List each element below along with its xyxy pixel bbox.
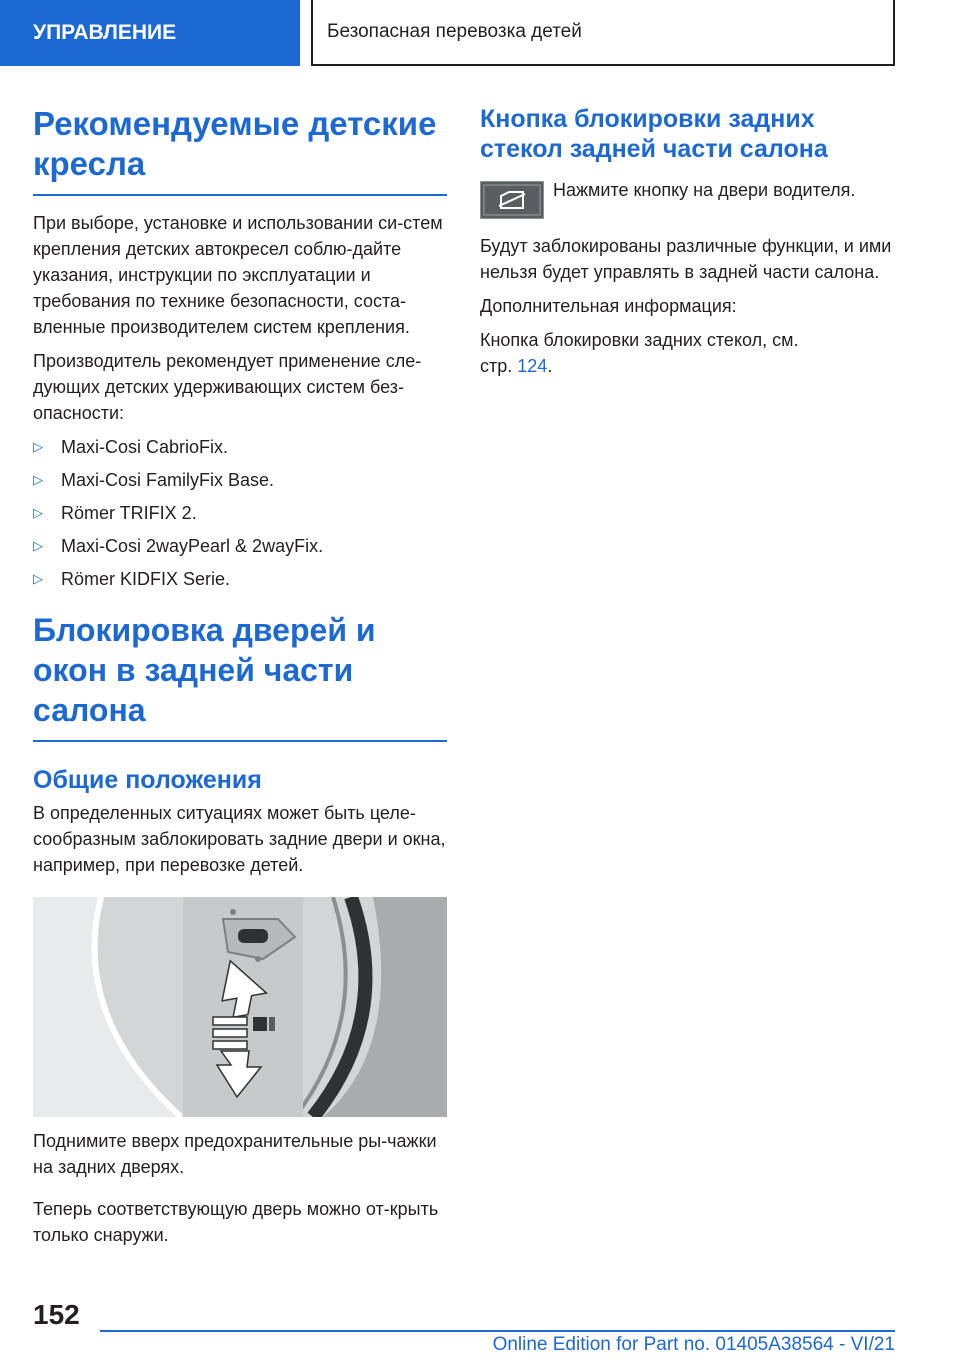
paragraph-seat-instructions: При выборе, установке и использовании си-стем крепления детских автокресел соблю-дайте указания, инструкции по эксплуатации и требования по технике безопасности, соста-вленные производителем систем крепления.: [33, 213, 443, 337]
paragraph-more-info: Дополнительная информация:: [480, 296, 737, 316]
list-item: ▷ Römer TRIFIX 2.: [33, 500, 447, 526]
paragraph-manufacturer-recommends: Производитель рекомендует применение сле-дующих детских удерживающих систем без-опасности:: [33, 351, 422, 423]
seat-list: [33, 434, 447, 592]
section-rear-lock: [33, 610, 447, 936]
triangle-right-icon: ▷: [33, 571, 43, 586]
section-child-seats: [33, 104, 447, 599]
paragraph-press-button: Нажмите кнопку на двери водителя.: [553, 180, 856, 200]
breadcrumb: [311, 0, 895, 66]
breadcrumb-label: Безопасная перевозка детей: [327, 21, 582, 42]
paragraph-open-outside: Теперь соответствующую дверь можно от-крыть только снаружи.: [33, 1199, 439, 1245]
triangle-right-icon: ▷: [33, 439, 43, 454]
triangle-right-icon: ▷: [33, 505, 43, 520]
section-tab: УПРАВЛЕНИЕ: [0, 0, 300, 66]
triangle-right-icon: ▷: [33, 538, 43, 553]
list-item: ▷ Römer KIDFIX Serie.: [33, 566, 447, 592]
window-lock-icon: [480, 181, 544, 219]
paragraph-functions-blocked: Будут заблокированы различные функции, и ими нельзя будет управлять в задней части салона.: [480, 236, 892, 282]
paragraph-reference: Кнопка блокировки задних стекол, см. стр. 124.: [480, 330, 799, 376]
list-item: ▷ Maxi-Cosi CabrioFix.: [33, 434, 447, 460]
section-window-lock-text: [480, 233, 894, 379]
page-reference-link[interactable]: 124: [517, 356, 548, 376]
footer-edition: Online Edition for Part no. 01405A38564 - VI/21: [492, 1334, 895, 1355]
section-window-lock: [480, 104, 894, 164]
heading-window-lock-button: Кнопка блокировки задних стекол задней части салона: [480, 105, 828, 163]
heading-recommended-seats: Рекомендуемые детские кресла: [33, 104, 447, 196]
section-doors-text: [33, 1128, 447, 1248]
paragraph-lift-levers: Поднимите вверх предохранительные ры-чажки на задних дверях.: [33, 1131, 437, 1177]
triangle-right-icon: ▷: [33, 472, 43, 487]
paragraph-general: В определенных ситуациях может быть целе-сообразным заблокировать задние двери и окна, например, при перевозке детей.: [33, 803, 446, 875]
page-number: 152: [33, 1299, 80, 1330]
footer-rule: [100, 1330, 895, 1332]
heading-rear-lock: Блокировка дверей и окон в задней части салона: [33, 610, 447, 742]
list-item: ▷ Maxi-Cosi 2wayPearl & 2wayFix.: [33, 533, 447, 559]
heading-general: Общие положения: [33, 766, 262, 794]
door-lock-illustration: [33, 897, 447, 1117]
list-item: ▷ Maxi-Cosi FamilyFix Base.: [33, 467, 447, 493]
